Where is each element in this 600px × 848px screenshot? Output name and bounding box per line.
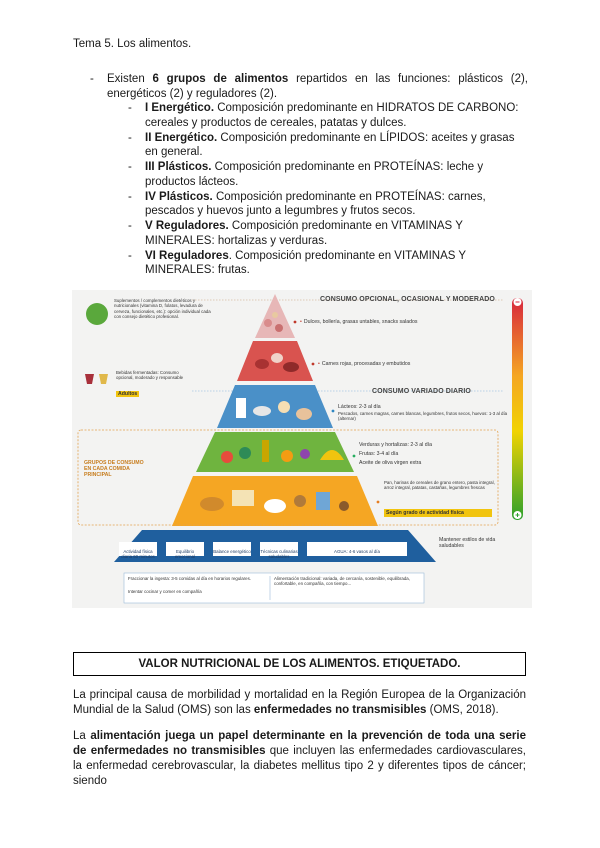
grapes-icon (300, 449, 310, 459)
para2-strong: alimentación juega un papel determinante en la prevención de toda una serie de enfermedades no transmisibles (73, 730, 526, 757)
list-item (128, 190, 528, 219)
connector-dot (353, 455, 356, 458)
base-label: Mantener estilos de vida saludables (439, 537, 496, 550)
supplements-note: Suplementos / complementos dietéticos y nutricionales (vitamina D, folatos, levadura de cerveza, funcionales, etc.): opción individual cada con consejo dietético profesional. (114, 298, 211, 320)
emotional-icon-label: Equilibrio emocional (174, 549, 195, 560)
alcohol-note: Bebidas fermentadas: Consumo opcional, moderado y responsable (116, 370, 184, 381)
list-dash: - (128, 131, 132, 144)
water-icon-label: AGUA: 4-6 vasos al día (334, 549, 380, 554)
list-item (128, 249, 528, 278)
cheese-icon (278, 401, 290, 413)
intro-prefix: Existen (107, 73, 153, 85)
sweets-label (300, 319, 460, 325)
connector-dot (332, 410, 335, 413)
fish-icon (253, 406, 271, 416)
sweets-icon (264, 319, 272, 327)
para1-strong: enfermedades no transmisibles (253, 704, 427, 716)
list-item (128, 160, 528, 189)
connector-dot (377, 501, 380, 504)
para2-text-c: que incluyen las enfermedades cardiovasculares, la enfermedad cerebrovascular, la diabetes mellitus tipo 2 y diferentes tipos de cáncer; siendo (73, 745, 526, 787)
intro-strong: 6 grupos de alimentos (152, 73, 289, 85)
consumo-opcional-title: CONSUMO OPCIONAL, OCASIONAL Y MODERADO (320, 296, 495, 303)
potato-icon (294, 495, 306, 507)
pyramid-tier-protein (217, 385, 333, 428)
wine-glass-icon (99, 374, 108, 384)
meat-icon (283, 362, 299, 372)
meats-label (318, 361, 478, 367)
list-dash: - (128, 249, 132, 262)
section-title: VALOR NUTRICIONAL DE LOS ALIMENTOS. ETIQUETADO. (73, 652, 526, 676)
group-desc: Composición predominante en PROTEÍNAS: leche y productos lácteos. (145, 161, 484, 188)
meat-icon (255, 359, 269, 369)
group-name: I Energético. (145, 102, 215, 114)
paragraph-2 (73, 729, 526, 789)
bread-icon (200, 497, 224, 511)
meats-text: Carnes rojas, procesadas y embutidos (321, 361, 411, 367)
group-desc: Composición predominante en PROTEÍNAS: carnes, pescados y huevos junto a legumbres y frutos secos. (145, 190, 486, 217)
group-name: IV Plásticos. (145, 190, 213, 203)
milk-icon (236, 398, 246, 418)
activity-icon-label: Actividad física diaria 60 minutos (121, 549, 155, 560)
groups-label: GRUPOS DE CONSUMO EN CADA COMIDA PRINCIPAL (84, 460, 144, 479)
list-dash: - (90, 73, 94, 85)
leaf-icon (86, 303, 108, 325)
group-desc: . Composición predominante en VITAMINAS Y MINERALES: frutas. (145, 249, 466, 276)
connector-dot (312, 363, 315, 366)
group-name: II Energético. (145, 131, 218, 144)
para1-text-c: (OMS, 2018). (426, 704, 499, 716)
list-item (128, 131, 528, 160)
protein-label: Pescados, carnes magras, carnes blancas, legumbres, frutos secos, huevos: 1-3 al día (alternar) (338, 411, 508, 422)
chicken-icon (296, 408, 312, 420)
veg-label: Verduras y hortalizas: 2-3 al día (359, 442, 432, 448)
sweets-text: Dulces, bollería, grasas untables, snacks salados (303, 319, 418, 325)
chestnut-icon (339, 501, 349, 511)
dairy-label: Lácteos: 2-3 al día (338, 404, 381, 410)
group-name: VI Reguladores (145, 249, 229, 262)
group-name: III Plásticos. (145, 161, 212, 173)
food-pyramid-figure (72, 290, 532, 608)
orange-icon (281, 450, 293, 462)
para1-text-a: La principal causa de morbilidad y mortalidad en la Región Europea de la Organización Mundial de la Salud (OMS) son las (73, 689, 526, 716)
note-meals: Fraccionar la ingesta: 3-5 comidas al día en horarios regulares. (128, 576, 252, 581)
list-dash: - (128, 220, 132, 232)
oil-label: Aceite de oliva virgen extra (359, 460, 422, 466)
wine-glass-icon (85, 374, 94, 384)
list-dash: - (128, 102, 132, 114)
oil-bottle-icon (262, 440, 269, 462)
fruit-label: Frutas: 3-4 al día (359, 451, 399, 457)
sweets-icon (275, 324, 283, 332)
food-groups-list (128, 101, 528, 278)
activity-badge: Según grado de actividad física (384, 509, 492, 517)
energy-icon-label: Balance energético (213, 549, 251, 554)
frequency-gradient-bar (512, 298, 523, 520)
paragraph-1 (73, 688, 526, 718)
consumo-diario-title: CONSUMO VARIADO DIARIO (372, 388, 471, 395)
vegetable-icon (239, 447, 251, 459)
group-desc: Composición predominante en LÍPIDOS: aceites y grasas en general. (145, 131, 515, 158)
list-dash: - (128, 190, 132, 203)
list-item (128, 219, 528, 248)
note-traditional: Alimentación tradicional: variada, de cercanía, sostenible, equilibrada, confortable, en compañía, con tiempo... (274, 576, 410, 587)
list-item (128, 101, 528, 130)
cooking-icon-label: Técnicas culinarias saludables (260, 549, 298, 560)
rice-icon (264, 499, 286, 513)
connector-dot (294, 321, 297, 324)
intro-paragraph (90, 72, 528, 102)
pasta-icon (232, 490, 254, 506)
cereal-box-icon (316, 492, 330, 510)
adults-badge: Adultos (118, 391, 138, 397)
food-pyramid-graphic (72, 290, 532, 608)
intro-suffix: repartidos en las funciones: plásticos (2), energéticos (2) y reguladores (2). (107, 73, 528, 100)
group-name: V Reguladores. (145, 220, 229, 232)
meat-icon (271, 353, 283, 363)
sweets-icon (272, 312, 278, 318)
group-desc: Composición predominante en HIDRATOS DE CARBONO: cereales y productos de cereales, patatas y dulces. (145, 102, 519, 129)
page-header: Tema 5. Los alimentos. (73, 38, 192, 50)
tomato-icon (221, 451, 233, 463)
para2-text-a: La (73, 730, 91, 742)
note-company: Intentar cocinar y comer en compañía (128, 589, 202, 594)
group-desc: Composición predominante en VITAMINAS Y MINERALES: hortalizas y verduras. (145, 220, 463, 247)
cereals-label: Pan, harinas de cereales de grano entero, pasta integral, arroz integral, patatas, castañas, legumbres frescas (384, 480, 495, 491)
list-dash: - (128, 161, 132, 173)
